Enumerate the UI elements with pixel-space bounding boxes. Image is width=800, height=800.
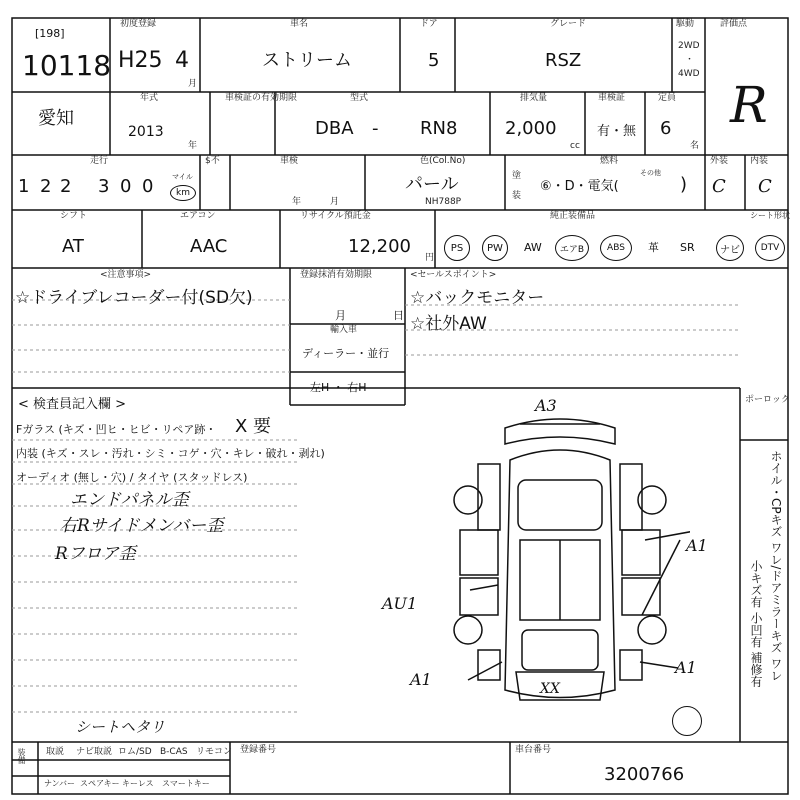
exterior-value: C [712,176,726,197]
reg-day: 日 [393,309,404,322]
import-type: ディーラー・並行 [302,347,390,360]
mileage-digit: 2 [40,176,52,197]
doors-header: ドア [420,19,438,29]
equip-leather: 革 [648,241,659,254]
drive-2wd: 2WD [678,41,700,51]
equip-navi-label: ナビ [720,244,740,256]
year-unit: 年 [188,141,198,151]
mile-label: マイル [172,173,193,181]
fuel-header: 燃料 [600,156,619,166]
chassis-no-value: 3200766 [604,764,685,785]
ac-value: AAC [190,236,228,257]
km-circle [170,185,196,201]
yen-unit: 円 [425,253,435,263]
car-diagram [430,396,690,720]
point-back-monitor: ☆バックモニター [410,288,545,308]
shift-value: AT [62,236,84,257]
footer-item: スペアキー [80,779,120,788]
capacity-value: 6 [660,118,672,139]
equip-airbag [555,235,589,261]
fuel-other: その他 [640,169,661,177]
equip-abs [600,235,632,261]
damage-mark-right: A1 [686,536,708,555]
fuel-value: ⑥・D・電気( [540,179,619,194]
lot-number: 10118 [22,49,112,82]
hand-note-floor: Rフロア歪 [55,544,136,564]
hand-note-side-member: 右Rサイドメンバー歪 [60,516,224,536]
side-legend-2: 小キズ有 小凹有 補修有 [749,560,763,688]
color-code: NH788P [425,197,462,207]
area-value: 愛知 [38,108,74,129]
capacity-unit: 名 [690,141,700,151]
rating-header: 評価点 [720,19,748,29]
equipment-header: 純正装備品 [550,211,596,221]
glass-line: Fガラス (キズ・凹ヒ・ヒビ・リペア跡・ [16,423,217,436]
equip-airbag-label: エアB [559,244,585,255]
equip-pw [482,235,508,261]
drive-4wd: 4WD [678,69,700,79]
reg-no-header: 登録番号 [240,745,277,755]
grade-value: RSZ [545,50,582,71]
reg-month: 月 [335,309,346,322]
equip-sr: SR [680,241,695,254]
hand-note-seat: シートヘタリ [75,718,166,736]
spare-tire-circle [672,706,702,736]
doors-value: 5 [428,50,440,71]
footer-item: B-CAS [160,747,188,757]
hand-note-end-panel: エンドパネル歪 [70,490,189,510]
mileage-digit: 2 [60,176,72,197]
term-year: 年 [292,197,302,207]
capacity-header: 定員 [658,93,677,103]
damage-mark-left: AU1 [382,594,418,613]
seat-header: シート形状 [750,211,790,220]
handle-side: 左H ・ 右H [310,381,367,394]
drive-header: 駆動 [676,19,695,29]
recycle-header: リサイクル預託金 [300,211,371,221]
interior-value: C [758,176,772,197]
footer-item: キーレス [122,779,154,788]
damage-mark-top: A3 [535,396,557,415]
color-value: パール [405,174,459,195]
glass-mark: X 要 [235,416,272,437]
displacement-value: 2,000 [505,118,557,139]
fuel-close: ) [680,174,688,195]
damage-mark-bottom-left: A1 [410,670,432,689]
equipment-col-label: 装備 [17,748,26,764]
mileage-header: 走行 [90,156,109,166]
shift-header: シフト [60,211,88,221]
first-reg-year: H25 [118,48,163,73]
equip-dtv-label: DTV [760,243,780,253]
footer-item: ロム/SD [118,747,152,757]
paint-label-2: 装 [512,191,522,201]
side-legend: ホイル・CPキズ ワレ/ドアミラーキズ ワレ [769,450,783,682]
equip-navi [716,235,744,261]
interior-line: 内装 (キズ・スレ・汚れ・シミ・コゲ・穴・キレ・破れ・剥れ) [16,447,325,460]
car-name: ストリーム [262,50,352,71]
import-label: 輸入車 [330,325,358,335]
footer-item: 取説 [46,747,65,757]
audio-line: オーディオ (無し・穴) / タイヤ (スタッドレス) [16,471,248,484]
inspection-value: 有・無 [597,124,637,139]
chassis-prefix: DBA [315,118,354,139]
term-month: 月 [330,197,340,207]
month-unit: 月 [188,79,198,89]
first-reg-header: 初度登録 [120,19,157,29]
color-header: 色(Col.No) [420,156,466,166]
regnote-header: 車検証の有効期限 [225,93,298,103]
amount-header: $不 [205,156,220,166]
chassis-no-header: 車台番号 [515,745,552,755]
damage-mark-rear: XX [540,681,560,697]
footer-item: ナビ取説 [76,747,113,757]
exterior-header: 外装 [710,156,729,166]
mileage-digit: 1 [18,176,30,197]
drive-dot: ・ [685,55,695,65]
parking-label: ポーロック [745,395,790,405]
point-aw: ☆社外AW [410,314,487,334]
reg-header: 登録抹消有効期限 [300,270,373,280]
inspector-title: < 検査員記入欄 > [18,397,127,412]
damage-mark-bottom-right: A1 [675,658,697,677]
equip-ps-label: PS [450,242,464,254]
lot-prefix: [198] [35,27,65,40]
footer-item: ナンバー [44,779,76,788]
mileage-digit: 0 [120,176,132,197]
chassis-dash: - [372,118,379,139]
points-header: <セールスポイント> [410,270,497,280]
equip-abs-label: ABS [607,243,625,253]
notes-header: <注意事項> [100,270,152,280]
chassis-code: RN8 [420,118,458,139]
chassis-header: 型式 [350,93,369,103]
paint-label-1: 塗 [512,171,522,181]
equip-pw-label: PW [487,242,503,254]
displacement-header: 排気量 [520,93,548,103]
cc-unit: cc [570,141,580,151]
equip-ps [444,235,470,261]
note-drive-recorder: ☆ドライブレコーダー付(SD欠) [15,288,253,308]
ac-header: エアコン [180,211,216,221]
term-header: 車検 [280,156,299,166]
rating-value: R [730,76,768,134]
year-value: 2013 [128,124,164,140]
grade-header: グレード [550,19,587,29]
footer-item: リモコン [196,747,233,757]
km-label: km [176,188,190,198]
mileage-digit: 3 [98,176,110,197]
first-reg-month: 4 [175,48,189,73]
equip-dtv [755,235,785,261]
mileage-digit: 0 [142,176,154,197]
footer-item: スマートキー [162,779,210,788]
interior-header: 内装 [750,156,769,166]
inspection-header: 車検証 [598,93,626,103]
year-header: 年式 [140,93,159,103]
recycle-value: 12,200 [348,236,411,257]
car-name-header: 車名 [290,19,309,29]
equip-aw: AW [524,241,542,254]
